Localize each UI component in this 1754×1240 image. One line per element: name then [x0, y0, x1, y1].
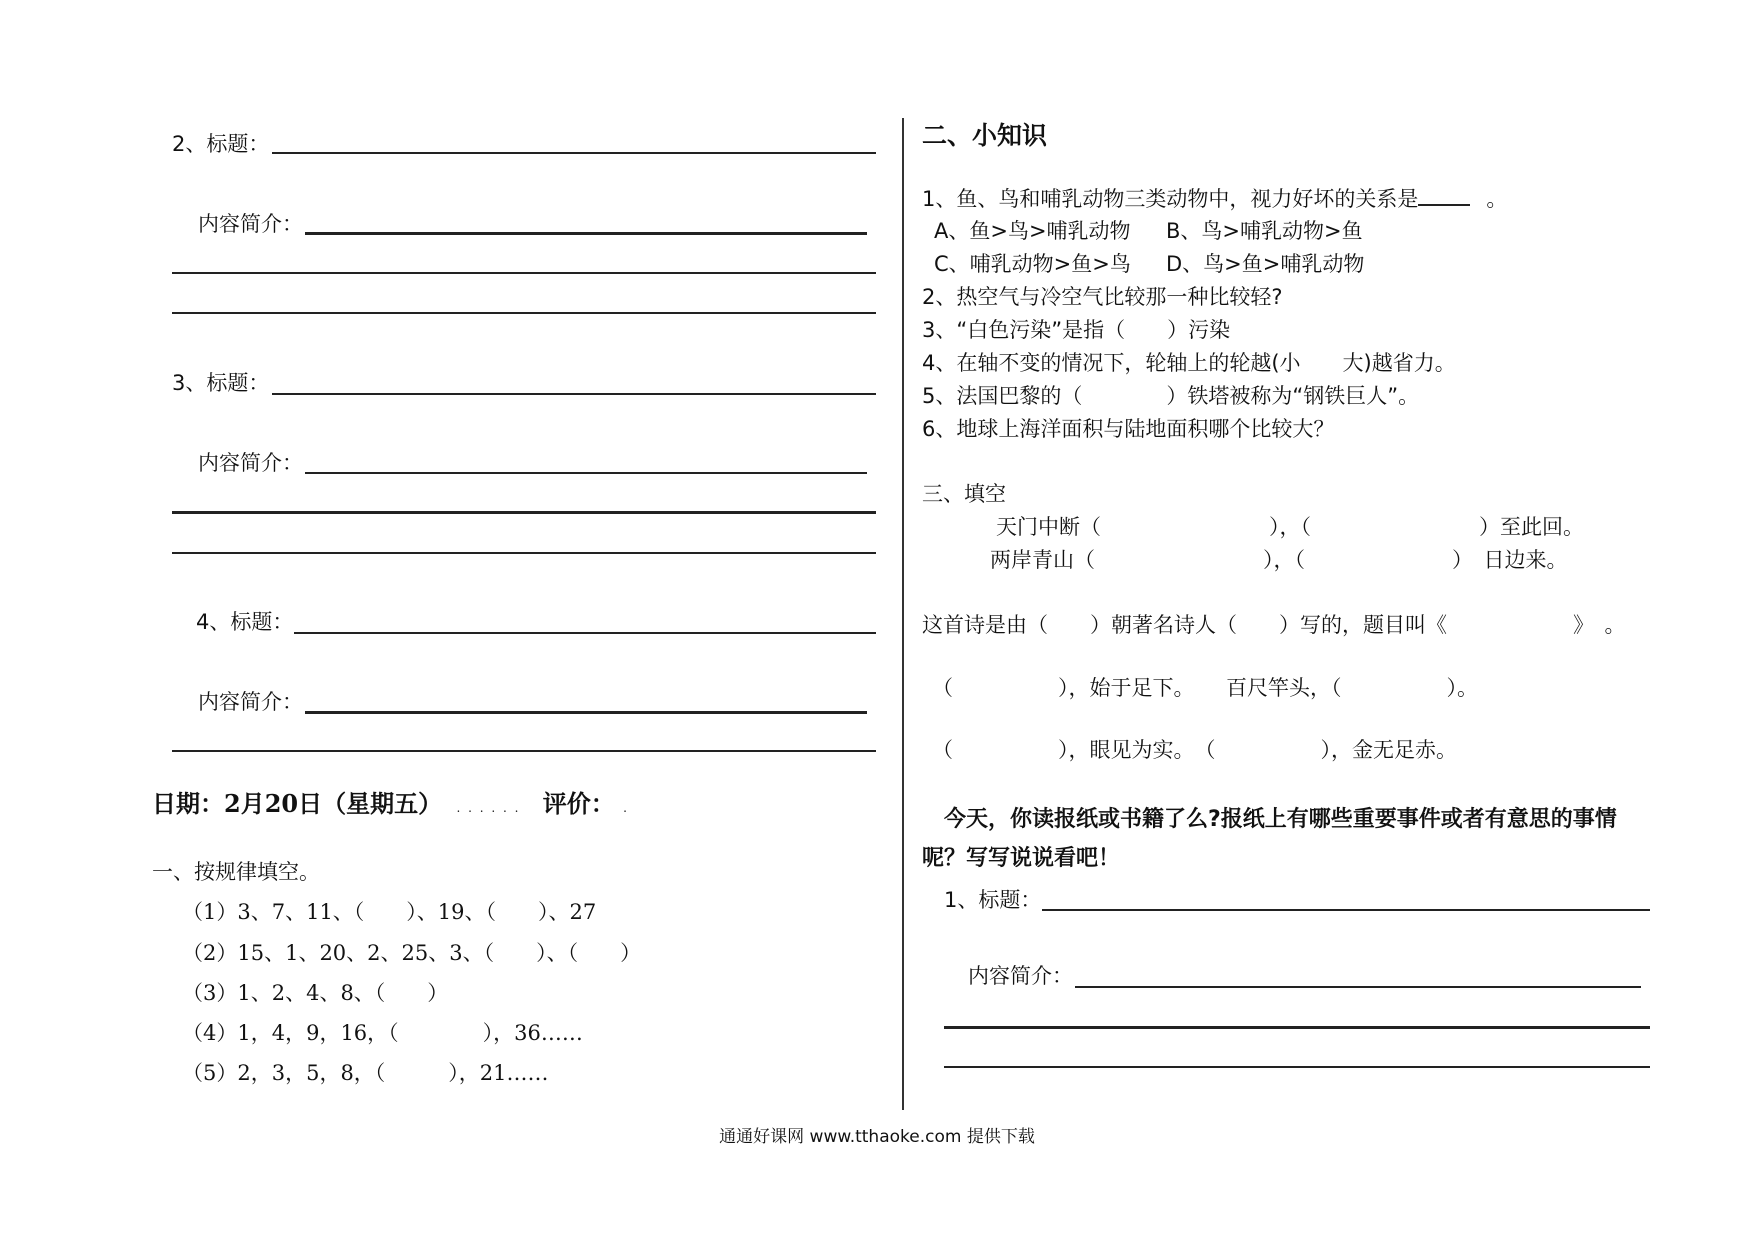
question-5: 5、法国巴黎的（ ）铁塔被称为“钢铁巨人”。 [922, 384, 1420, 408]
item-4-extra-line [172, 750, 876, 752]
question-4: 4、在轴不变的情况下，轮轴上的轮越(小 大)越省力。 [922, 351, 1456, 375]
item-3-extra-line-1 [172, 511, 876, 514]
poem-question: 这首诗是由（ ）朝著名诗人（ ）写的，题目叫《 》 。 [922, 613, 1626, 637]
date-text: 日期：2月20日（星期五） [152, 789, 443, 818]
question-2: 2、热空气与冷空气比较那一种比较轻? [922, 285, 1283, 309]
question-6: 6、地球上海洋面积与陆地面积哪个比较大？ [922, 417, 1335, 441]
date-line [152, 790, 627, 822]
section1-item-4: （4）1，4，9，16，（ ），36…… [182, 1021, 583, 1045]
reading-extra-line-1 [944, 1026, 1650, 1029]
question-1-text: 1、鱼、鸟和哺乳动物三类动物中，视力好坏的关系是 [922, 187, 1419, 211]
reading-title-line [1042, 909, 1650, 911]
question-1-blank [1418, 186, 1470, 206]
reading-intro-label: 内容简介： [968, 964, 1073, 988]
proverb-line-1: （ ），始于足下。 百尺竿头，（ ）。 [932, 676, 1478, 700]
section1-item-5: （5）2，3，5，8，（ ），21…… [182, 1061, 549, 1085]
item-4-intro-line [305, 711, 867, 714]
question-3: 3、“白色污染”是指（ ）污染 [922, 318, 1231, 342]
item-4-title-label: 4、标题： [196, 610, 294, 634]
section3-heading: 三、填空 [922, 482, 1006, 506]
item-2-intro-label: 内容简介： [198, 212, 303, 236]
item-3-intro-line [305, 472, 867, 474]
eval-label: 评价： [542, 789, 615, 818]
section1-item-2: （2）15、1、20、2、25、3、（ ）、（ ） [182, 941, 642, 965]
date-dots: . . . . . . [456, 801, 521, 815]
item-2-title-line [272, 152, 876, 154]
item-3-title-label: 3、标题： [172, 371, 270, 395]
item-2-intro-line [305, 232, 867, 235]
option-a: A、鱼>鸟>哺乳动物 [934, 219, 1131, 243]
reading-title-label: 1、标题： [944, 888, 1042, 912]
option-b: B、鸟>哺乳动物>鱼 [1166, 219, 1363, 243]
reading-extra-line-2 [944, 1066, 1650, 1068]
poem-line-2: 两岸青山（ ），（ ） 日边来。 [990, 548, 1568, 572]
reading-intro-line [1075, 986, 1641, 988]
item-3-extra-line-2 [172, 552, 876, 554]
footer-text: 通通好课网 www.tthaoke.com 提供下载 [719, 1127, 1035, 1147]
option-d: D、鸟>鱼>哺乳动物 [1166, 252, 1365, 276]
item-2-title-label: 2、标题： [172, 132, 270, 156]
section1-heading: 一、按规律填空。 [152, 860, 320, 884]
item-4-intro-label: 内容简介： [198, 690, 303, 714]
item-2-extra-line-1 [172, 272, 876, 274]
section1-item-1: （1）3、7、11、（ ）、19、（ ）、27 [182, 900, 597, 924]
item-2-extra-line-2 [172, 312, 876, 314]
proverb-line-2: （ ），眼见为实。 （ ），金无足赤。 [932, 738, 1457, 762]
reading-prompt-line-2: 呢？写写说说看吧！ [922, 846, 1121, 871]
section2-heading: 二、小知识 [922, 121, 1048, 150]
column-divider [902, 118, 904, 1110]
eval-tail: . [623, 801, 627, 815]
section1-item-3: （3）1、2、4、8、（ ） [182, 981, 449, 1005]
item-3-title-line [272, 393, 876, 395]
item-4-title-line [294, 632, 876, 634]
item-3-intro-label: 内容简介： [198, 451, 303, 475]
poem-line-1: 天门中断（ ），（ ）至此回。 [996, 515, 1584, 539]
option-c: C、哺乳动物>鱼>鸟 [934, 252, 1131, 276]
question-1-period: 。 [1486, 187, 1508, 211]
question-1 [922, 186, 1507, 211]
reading-prompt-line-1: 今天，你读报纸或书籍了么?报纸上有哪些重要事件或者有意思的事情 [944, 807, 1617, 832]
